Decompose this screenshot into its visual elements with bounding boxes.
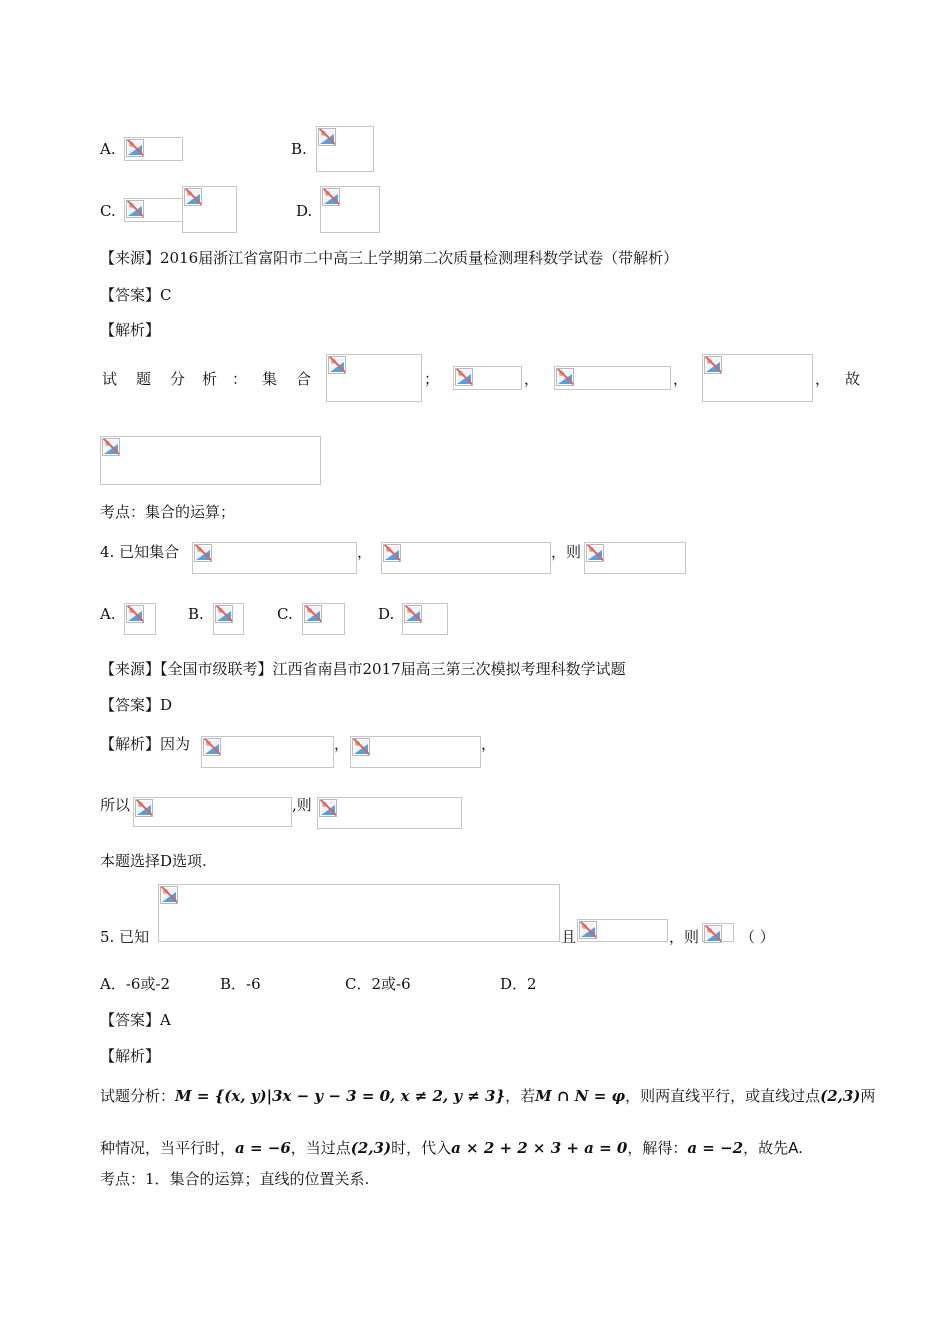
broken-image-icon [579, 921, 597, 939]
q4-option-c-label: C. [277, 605, 293, 623]
q5-option-b: B．-6 [220, 975, 261, 993]
q3-analysis-separator: ， [673, 370, 689, 388]
q5-analysis-line-2 [100, 1138, 803, 1158]
q4-stem-comma: ， [357, 543, 373, 561]
q5-stem-formula-image-2 [577, 919, 668, 942]
broken-image-icon [126, 605, 144, 623]
q4-source: 【来源】【全国市级联考】江西省南昌市2017届高三第三次模拟考理科数学试题 [100, 660, 626, 678]
q3-analysis-separator: ； [424, 370, 440, 388]
broken-image-icon [455, 368, 473, 386]
broken-image-icon [318, 128, 336, 146]
broken-image-icon [135, 799, 153, 817]
q4-option-b-label: B. [188, 605, 204, 623]
q5-stem-formula-image-3 [702, 923, 734, 942]
q4-conclusion: 本题选择D选项. [100, 852, 207, 870]
q4-analysis-suoyi: 所以 [100, 796, 131, 814]
q3-analysis-formula-image-1 [326, 354, 422, 402]
broken-image-icon [704, 356, 722, 374]
q3-option-c-formula-image-1 [124, 198, 183, 222]
q3-option-b-formula-image [316, 126, 374, 172]
broken-image-icon [203, 738, 221, 756]
q4-analysis-formula-image-1 [201, 736, 334, 768]
q4-stem-ze: ，则 [551, 543, 582, 561]
q3-analysis-formula-image-4 [702, 354, 813, 402]
q4-analysis-comma: ， [481, 735, 497, 753]
q4-analysis-prefix: 【解析】因为 [100, 735, 191, 753]
q5-analysis-math: a × 2 + 2 × 3 + a = 0 [451, 1139, 628, 1157]
q4-option-d-formula-image [402, 603, 448, 635]
q4-option-c-formula-image [302, 603, 345, 635]
broken-image-icon [352, 738, 370, 756]
q3-analysis-word: 题 [136, 370, 152, 388]
q4-option-b-formula-image [213, 603, 244, 635]
q5-analysis-math: (2,3) [350, 1139, 392, 1157]
q5-analysis-text: 两 [860, 1087, 876, 1105]
broken-image-icon [383, 544, 401, 562]
q4-option-a-label: A. [100, 605, 116, 623]
q3-option-c-label: C. [100, 202, 116, 220]
q5-option-c: C．2或-6 [345, 975, 411, 993]
broken-image-icon [586, 544, 604, 562]
broken-image-icon [322, 188, 340, 206]
q4-stem-formula-image-2 [381, 542, 551, 574]
broken-image-icon [126, 139, 144, 157]
q3-analysis-label: 【解析】 [100, 321, 161, 339]
q5-analysis-text: ，若 [505, 1087, 536, 1105]
q5-analysis-line-1 [100, 1086, 875, 1106]
q5-analysis-text: ，当过点 [290, 1139, 351, 1157]
broken-image-icon [704, 925, 722, 943]
q3-source: 【来源】2016届浙江省富阳市二中高三上学期第二次质量检测理科数学试卷（带解析） [100, 249, 679, 267]
q4-analysis-ze: ,则 [292, 796, 312, 814]
broken-image-icon [160, 886, 178, 904]
q3-analysis-separator: ， [524, 370, 540, 388]
q5-analysis-text: 种情况，当平行时， [100, 1139, 236, 1157]
q3-option-c-formula-image-2 [182, 186, 237, 233]
q4-analysis-formula-image-2 [350, 736, 481, 768]
q5-option-d: D．2 [500, 975, 537, 993]
q5-stem-formula-image-1 [158, 884, 560, 942]
q4-stem-formula-image-1 [192, 542, 357, 574]
broken-image-icon [304, 605, 322, 623]
q3-analysis-word: 试 [102, 370, 118, 388]
q4-analysis-formula-image-3 [133, 797, 292, 827]
q5-option-a: A．-6或-2 [100, 975, 171, 993]
q3-analysis-word: 分 [170, 370, 186, 388]
q3-option-a-formula-image [124, 137, 183, 161]
broken-image-icon [215, 605, 233, 623]
broken-image-icon [319, 799, 337, 817]
q5-analysis-math: (2,3) [820, 1087, 861, 1105]
q3-option-a-label: A. [100, 140, 116, 158]
q3-option-d-label: D. [296, 202, 313, 220]
broken-image-icon [126, 200, 144, 218]
q5-analysis-text: ，解得： [627, 1139, 688, 1157]
broken-image-icon [404, 605, 422, 623]
q3-answer: 【答案】C [100, 286, 172, 304]
q4-analysis-formula-image-4 [317, 797, 462, 829]
q5-analysis-text: ，则两直线平行，或直线过点 [625, 1087, 821, 1105]
q5-analysis-text: ，故先A. [743, 1139, 803, 1157]
q5-kaodian: 考点：1．集合的运算；直线的位置关系. [100, 1170, 370, 1188]
q4-stem-formula-image-3 [584, 542, 686, 574]
q3-analysis-formula-image-3 [554, 366, 671, 390]
q3-analysis-gu: 故 [845, 370, 861, 388]
broken-image-icon [556, 368, 574, 386]
q3-analysis-word: 合 [296, 370, 312, 388]
broken-image-icon [102, 438, 120, 456]
q5-analysis-text: 试题分析： [100, 1087, 176, 1105]
broken-image-icon [328, 356, 346, 374]
q5-analysis-math: a = −2 [687, 1139, 744, 1157]
q4-option-a-formula-image [124, 603, 156, 635]
q3-analysis-word: 析 [202, 370, 218, 388]
q3-analysis-word: 集 [262, 370, 278, 388]
broken-image-icon [194, 544, 212, 562]
q3-analysis-separator: ， [815, 370, 831, 388]
q5-analysis-text: 时，代入 [391, 1139, 452, 1157]
q3-analysis-word: ： [232, 370, 248, 388]
q3-analysis-formula-image-2 [453, 366, 522, 390]
q4-option-d-label: D. [378, 605, 395, 623]
q5-stem-ze: ，则 [669, 928, 700, 946]
q5-answer: 【答案】A [100, 1011, 171, 1029]
q4-answer: 【答案】D [100, 696, 173, 714]
q5-analysis-math: M ∩ N = φ [535, 1087, 626, 1105]
q5-analysis-math: a = −6 [235, 1139, 291, 1157]
q3-option-d-formula-image [320, 186, 380, 233]
q4-analysis-comma: ， [334, 735, 350, 753]
q4-stem-prefix: 4. 已知集合 [100, 543, 180, 561]
q3-kaodian: 考点：集合的运算； [100, 503, 236, 521]
broken-image-icon [184, 188, 202, 206]
q5-stem-qie: 且 [561, 928, 577, 946]
q5-stem-paren: （ ） [740, 928, 775, 946]
q5-stem-prefix: 5. 已知 [100, 928, 150, 946]
q3-option-b-label: B. [291, 140, 307, 158]
q5-analysis-math: M = {(x, y)|3x − y − 3 = 0, x ≠ 2, y ≠ 3} [175, 1087, 506, 1105]
q5-analysis-label: 【解析】 [100, 1047, 161, 1065]
q3-analysis-formula-image-5 [100, 436, 321, 485]
